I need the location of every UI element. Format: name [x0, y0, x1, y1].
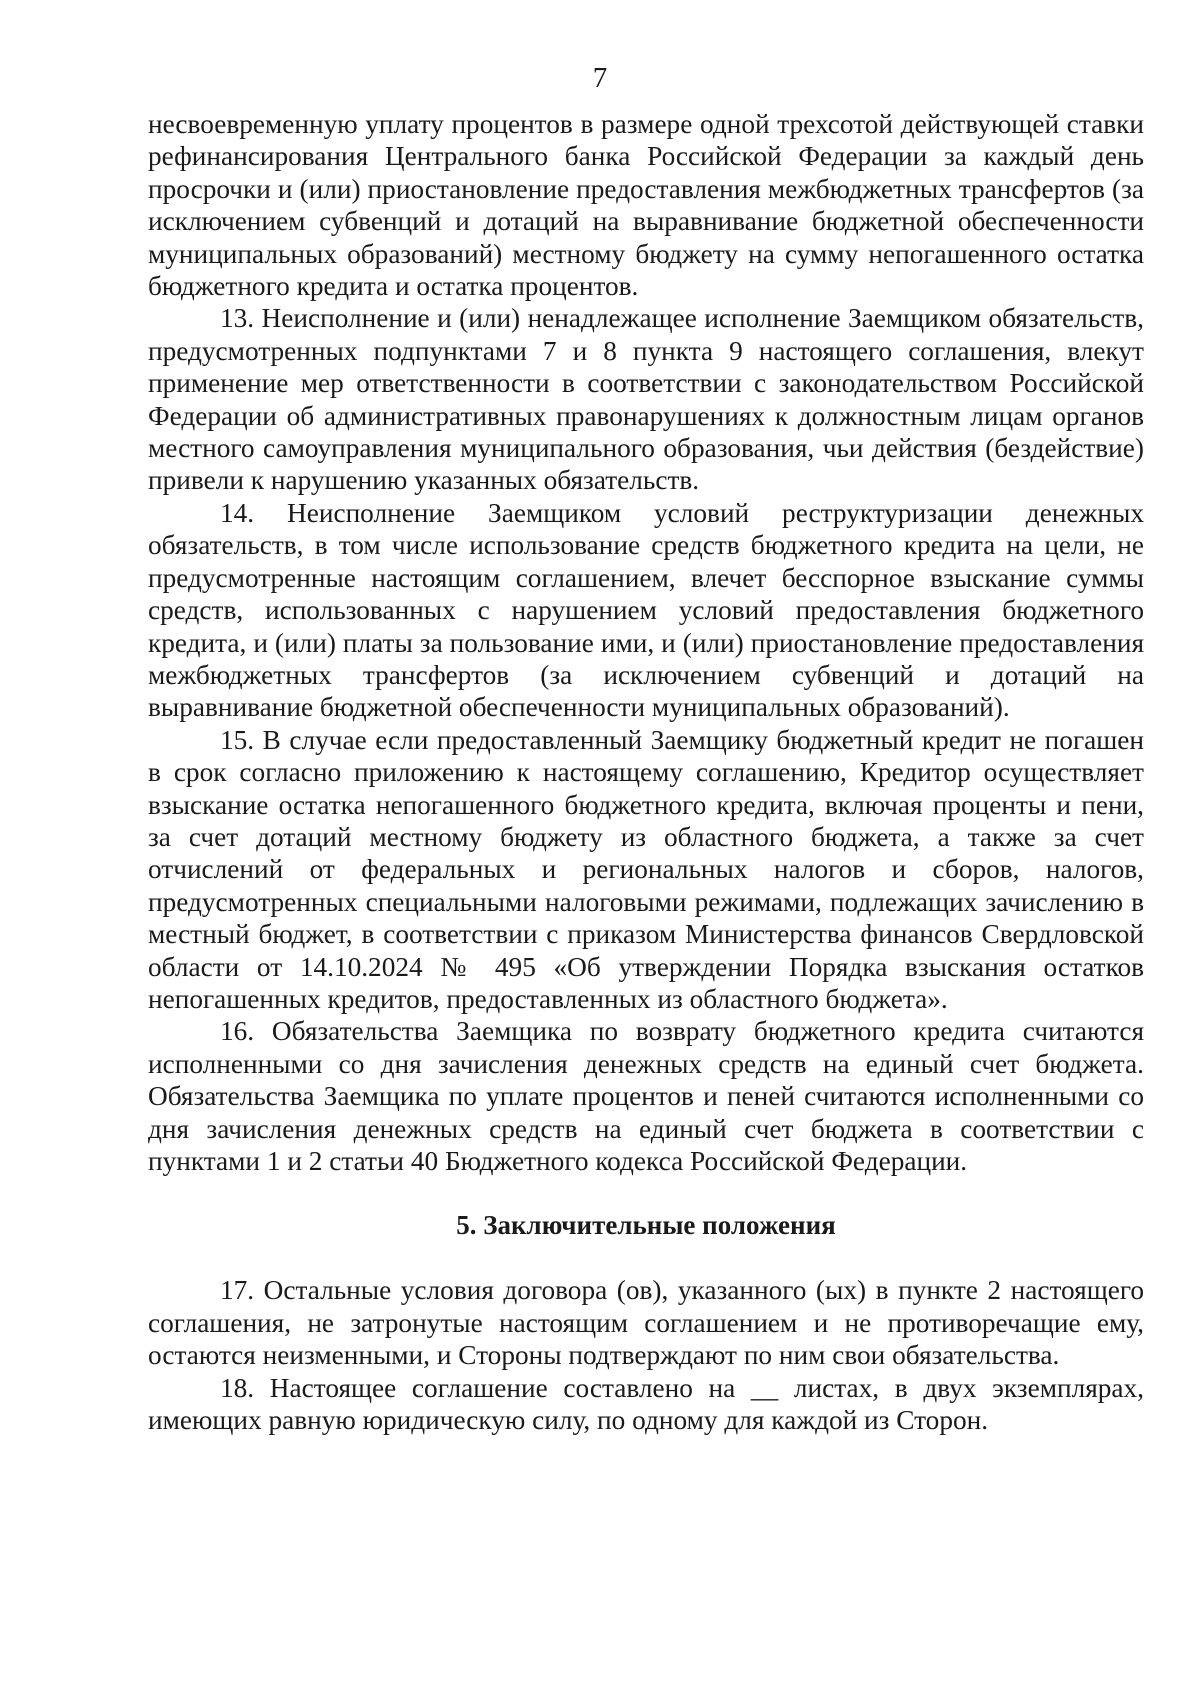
paragraph-16: 16. Обязательства Заемщика по возврату бюджетного кредита считаются исполненными со дня зачисления денежных средств на единый счет бюджета. Обязательства Заемщика по уплате процентов и пеней считаются исполненными со дня зачисления денежных средств на единый счет бюджета в соответствии с пунктами 1 и 2 статьи 40 Бюджетного кодекса Российской Федерации. — [148, 1016, 1144, 1176]
section-heading: 5. Заключительные положения — [456, 1210, 836, 1241]
paragraph-15: 15. В случае если предоставленный Заемщику бюджетный кредит не погашен в срок согласно приложению к настоящему соглашению, Кредитор осуществляет взыскание остатка непогашенного бюджетного кредита, включая проценты и пени, за счет дотаций местному бюджету из областного бюджета, а также за счет отчислений от федеральных и региональных налогов и сборов, налогов, предусмотренных специальными налоговыми режимами, подлежащих зачислению в местный бюджет, в соответствии с приказом Министерства финансов Свердловской области от 14.10.2024 № 495 «Об утверждении Порядка взыскания остатков непогашенных кредитов, предоставленных из областного бюджета». — [148, 724, 1144, 1014]
document-body — [148, 108, 1144, 1436]
page-number: 7 — [592, 62, 608, 94]
paragraph-13: 13. Неисполнение и (или) ненадлежащее исполнение Заемщиком обязательств, предусмотренных подпунктами 7 и 8 пункта 9 настоящего соглашения, влекут применение мер ответственности в соответствии с законодательством Российской Федерации об административных правонарушениях к должностным лицам органов местного самоуправления муниципального образования, чьи действия (бездействие) привели к нарушению указанных обязательств. — [148, 303, 1144, 496]
paragraph-17: 17. Остальные условия договора (ов), указанного (ых) в пункте 2 настоящего соглашения, не затронутые настоящим соглашением и не противоречащие ему, остаются неизменными, и Стороны подтверждают по ним свои обязательства. — [148, 1275, 1144, 1371]
paragraph-continuation: несвоевременную уплату процентов в размере одной трехсотой действующей ставки рефинансирования Центрального банка Российской Федерации за каждый день просрочки и (или) приостановление предоставления межбюджетных трансфертов (за исключением субвенций и дотаций на выравнивание бюджетной обеспеченности муниципальных образований) местному бюджету на сумму непогашенного остатка бюджетного кредита и остатка процентов. — [148, 109, 1144, 302]
paragraph-14: 14. Неисполнение Заемщиком условий реструктуризации денежных обязательств, в том числе использование средств бюджетного кредита на цели, не предусмотренные настоящим соглашением, влечет бесспорное взыскание суммы средств, использованных с нарушением условий предоставления бюджетного кредита, и (или) платы за пользование ими, и (или) приостановление предоставления межбюджетных трансфертов (за исключением субвенций и дотаций на выравнивание бюджетной обеспеченности муниципальных образований). — [148, 497, 1144, 723]
paragraph-18: 18. Настоящее соглашение составлено на __ листах, в двух экземплярах, имеющих равную юридическую силу, по одному для каждой из Сторон. — [148, 1372, 1144, 1436]
